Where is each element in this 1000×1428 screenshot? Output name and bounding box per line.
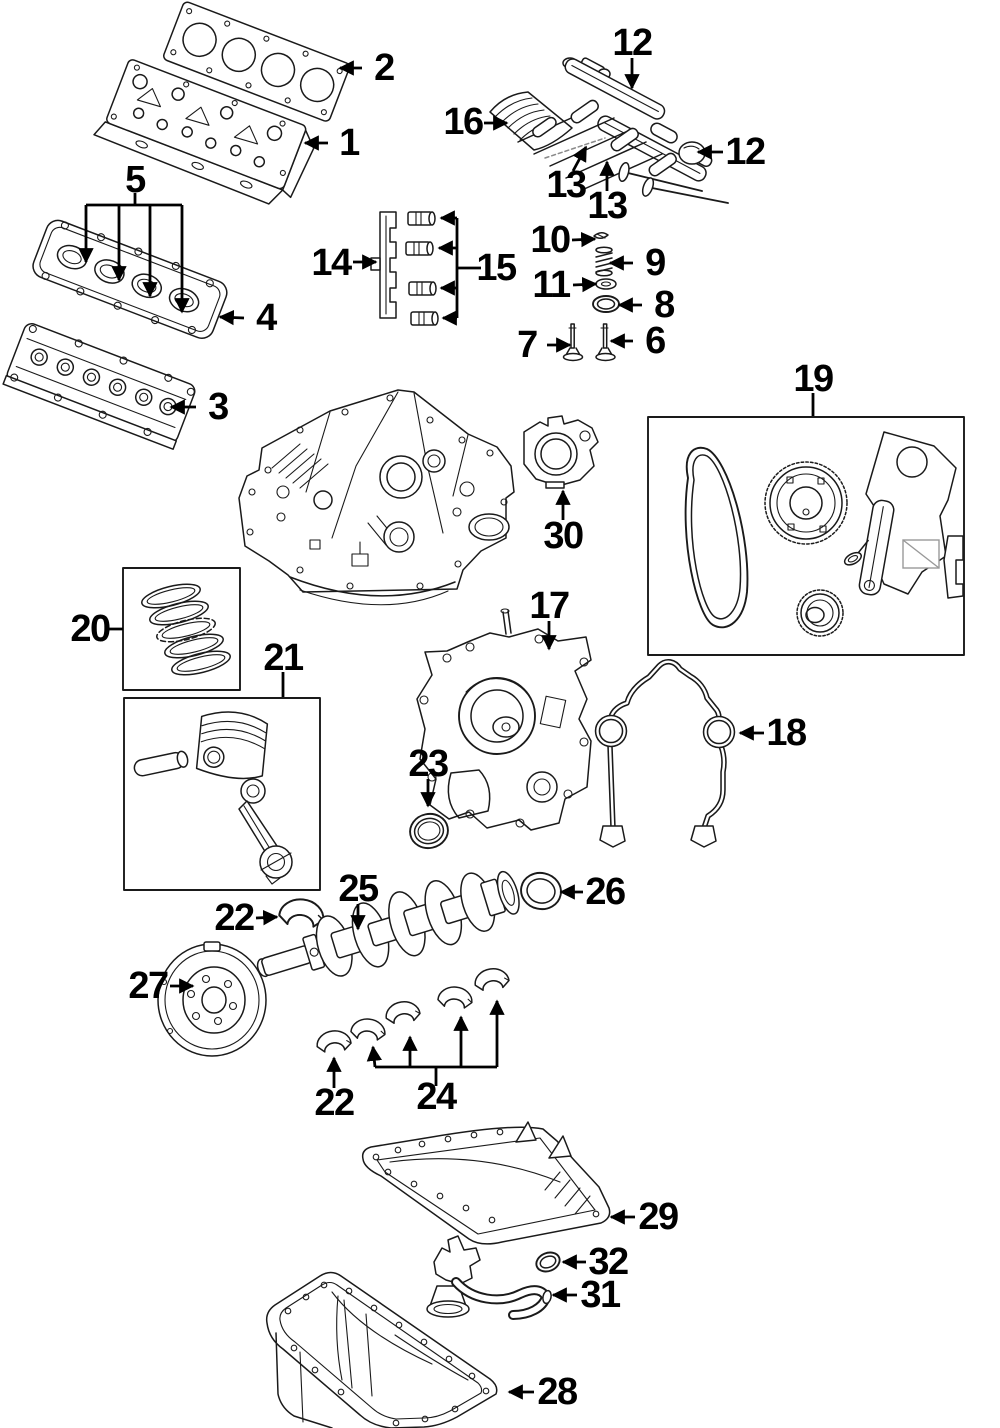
part-flexplate [158, 942, 266, 1056]
part-number-label[interactable]: 13 [587, 185, 627, 227]
part-number-label[interactable]: 23 [408, 743, 448, 785]
part-number-label[interactable]: 31 [580, 1274, 620, 1316]
part-number-label[interactable]: 22 [314, 1082, 354, 1124]
part-crank-sprocket [797, 590, 843, 636]
part-number-label[interactable]: 13 [546, 164, 586, 206]
part-number-label[interactable]: 20 [70, 608, 110, 650]
part-number-label[interactable]: 6 [645, 320, 665, 362]
part-number-label[interactable]: 19 [793, 358, 833, 400]
part-number-label[interactable]: 2 [374, 47, 394, 89]
part-number-label[interactable]: 7 [517, 324, 537, 366]
part-number-label[interactable]: 16 [443, 101, 483, 143]
part-number-label[interactable]: 8 [654, 284, 674, 326]
part-number-label[interactable]: 5 [125, 159, 145, 201]
part-number-label[interactable]: 29 [638, 1196, 678, 1238]
part-number-label[interactable]: 3 [208, 386, 228, 428]
part-number-label[interactable]: 11 [532, 264, 570, 306]
part-number-label[interactable]: 17 [529, 585, 569, 627]
part-number-label[interactable]: 4 [256, 297, 276, 339]
part-number-label[interactable]: 15 [476, 247, 516, 289]
part-number-label[interactable]: 26 [585, 871, 625, 913]
part-number-label[interactable]: 9 [645, 242, 665, 284]
part-number-label[interactable]: 12 [725, 131, 765, 173]
part-number-label[interactable]: 18 [766, 712, 806, 754]
part-number-label[interactable]: 28 [537, 1371, 577, 1413]
part-number-label[interactable]: 22 [214, 897, 254, 939]
part-number-label[interactable]: 12 [612, 22, 652, 64]
part-number-label[interactable]: 1 [339, 122, 359, 164]
part-number-label[interactable]: 24 [416, 1076, 456, 1118]
part-number-label[interactable]: 21 [263, 637, 303, 679]
part-spring-retainer [596, 279, 616, 289]
part-number-label[interactable]: 30 [543, 515, 583, 557]
part-number-label[interactable]: 32 [588, 1241, 628, 1283]
part-number-label[interactable]: 14 [311, 242, 351, 284]
part-number-label[interactable]: 10 [530, 219, 570, 261]
part-number-label[interactable]: 25 [338, 868, 378, 910]
part-number-label[interactable]: 27 [128, 965, 168, 1007]
